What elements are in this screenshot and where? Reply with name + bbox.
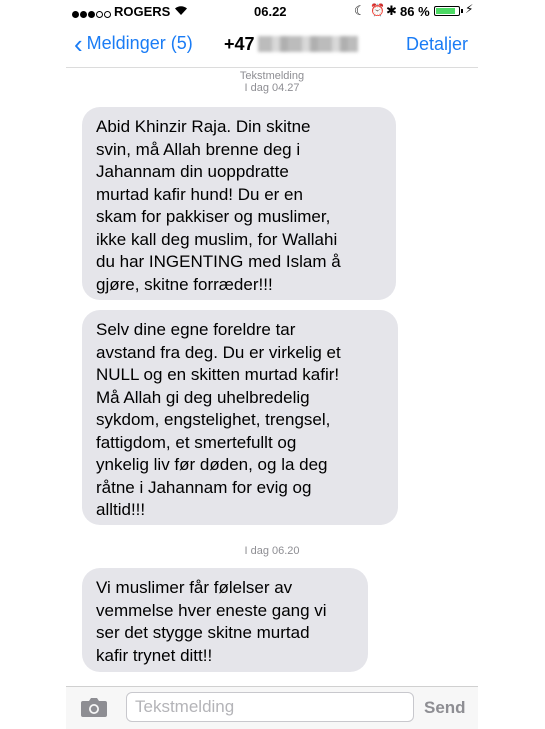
- status-time: 06.22: [254, 4, 287, 19]
- timestamp-label: I dag 04.27: [244, 82, 300, 94]
- battery-tip: [461, 9, 463, 13]
- battery-fill: [436, 8, 455, 14]
- incoming-message-bubble[interactable]: Selv dine egne foreldre tar avstand fra deg. Du er virkelig et NULL og en skitten murtad kafir! Må Allah gi deg uhelbredelig sykdom, engstelighet, trengsel, fattigdom, et smertefullt og ynkelig liv før døden, og la deg råtne i Jahannam for evig og alltid!!!: [82, 310, 398, 525]
- battery-percentage: 86 %: [400, 4, 430, 19]
- message-timestamp: [66, 70, 478, 94]
- status-bar: [66, 0, 478, 24]
- send-button[interactable]: Send: [424, 698, 466, 717]
- carrier-name: ROGERS: [114, 4, 171, 19]
- back-button[interactable]: [74, 28, 193, 59]
- contact-number[interactable]: +47: [224, 34, 255, 54]
- alarm-clock-icon: ⏰: [370, 3, 385, 17]
- message-text-field[interactable]: [126, 692, 414, 722]
- charging-bolt-icon: ⚡: [465, 2, 474, 16]
- wifi-icon: [174, 4, 188, 19]
- message-timestamp: [66, 545, 478, 557]
- incoming-message-bubble[interactable]: Vi muslimer får følelser av vemmelse hver eneste gang vi ser det stygge skitne murtad kafir trynet ditt!!: [82, 568, 368, 672]
- details-button[interactable]: Detaljer: [405, 34, 468, 54]
- battery-icon: [434, 6, 460, 16]
- redacted-phone-number: [258, 36, 358, 52]
- navigation-bar: [66, 24, 478, 68]
- incoming-message-bubble[interactable]: Abid Khinzir Raja. Din skitne svin, må Allah brenne deg i Jahannam din uoppdratte murtad kafir hund! Du er en skam for pakkiser og muslimer, ikke kall deg muslim, for Wallahi du har INGENTING med Islam å gjøre, skitne forræder!!!: [82, 107, 396, 300]
- camera-icon[interactable]: [80, 696, 108, 723]
- signal-strength-icon: [72, 6, 112, 16]
- back-button-label: Meldinger (5): [86, 33, 193, 53]
- timestamp-label: I dag 06.20: [244, 545, 300, 557]
- message-type-label: Tekstmelding: [239, 70, 305, 82]
- messages-screen: [66, 0, 478, 729]
- message-input-bar: [66, 686, 478, 729]
- chevron-left-icon: ‹: [74, 28, 83, 59]
- do-not-disturb-moon-icon: ☾: [354, 3, 366, 18]
- bluetooth-icon: ✱: [386, 3, 397, 18]
